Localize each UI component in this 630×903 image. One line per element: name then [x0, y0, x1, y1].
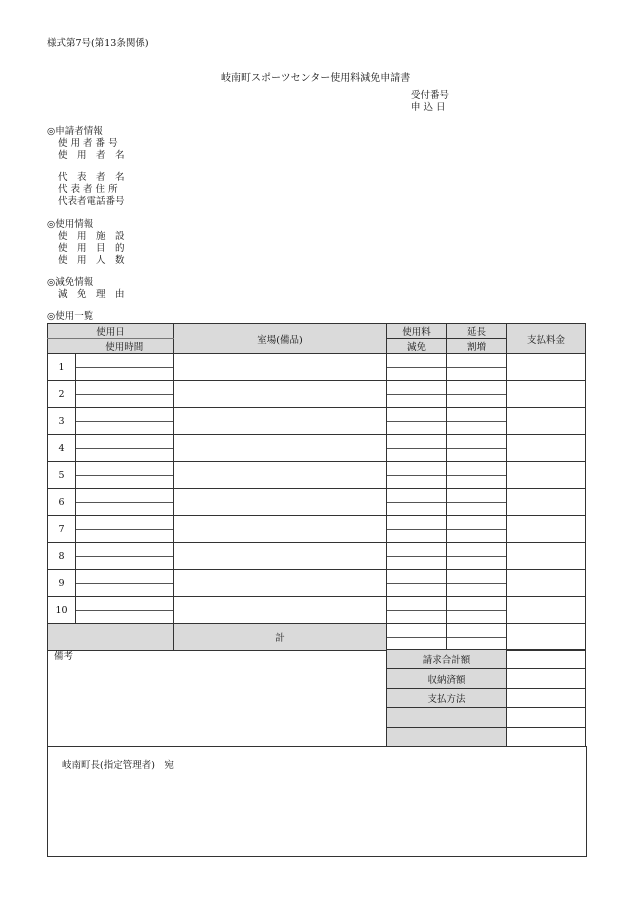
- payment-cell[interactable]: [507, 381, 586, 408]
- extension-cell[interactable]: [447, 489, 507, 516]
- payment-cell[interactable]: [507, 489, 586, 516]
- total-payment-cell[interactable]: [507, 624, 586, 651]
- summary-blank-value[interactable]: [507, 727, 586, 746]
- room-cell[interactable]: [174, 381, 387, 408]
- date-time-cell[interactable]: [76, 408, 174, 435]
- usage-info-heading: ◎使用情報: [47, 219, 94, 230]
- room-cell[interactable]: [174, 543, 387, 570]
- extension-cell[interactable]: [447, 381, 507, 408]
- total-extension-cell[interactable]: [447, 624, 507, 651]
- total-label: 計: [174, 624, 387, 651]
- extension-cell[interactable]: [447, 597, 507, 624]
- date-time-cell[interactable]: [76, 516, 174, 543]
- remarks-box[interactable]: [47, 649, 387, 747]
- table-row: [48, 381, 586, 408]
- table-row: [48, 408, 586, 435]
- representative-phone-label: 代表者電話番号: [58, 196, 125, 207]
- remarks-label: 備考: [54, 651, 74, 662]
- table-row: [48, 570, 586, 597]
- table-row: [48, 516, 586, 543]
- room-cell[interactable]: [174, 462, 387, 489]
- extension-cell[interactable]: [447, 570, 507, 597]
- table-row: [48, 354, 586, 381]
- fee-header: 使用料: [387, 324, 447, 339]
- payment-cell[interactable]: [507, 354, 586, 381]
- use-time-header: 使用時間: [76, 339, 174, 354]
- extension-cell[interactable]: [447, 435, 507, 462]
- room-cell[interactable]: [174, 570, 387, 597]
- payment-cell[interactable]: [507, 408, 586, 435]
- exempt-header: 減免: [387, 339, 447, 354]
- total-fee-cell[interactable]: [387, 624, 447, 651]
- date-time-cell[interactable]: [76, 570, 174, 597]
- exemption-reason-label: 減 免 理 由: [58, 289, 125, 300]
- extension-cell[interactable]: [447, 543, 507, 570]
- total-row: [48, 624, 586, 651]
- fee-cell[interactable]: [387, 381, 447, 408]
- date-time-cell[interactable]: [76, 462, 174, 489]
- row-number: 6: [48, 489, 76, 516]
- application-date-label: 申 込 日: [411, 102, 446, 113]
- payment-cell[interactable]: [507, 597, 586, 624]
- row-number: 9: [48, 570, 76, 597]
- extension-cell[interactable]: [447, 354, 507, 381]
- use-date-header: 使用日: [48, 324, 174, 339]
- extension-cell[interactable]: [447, 516, 507, 543]
- payment-method-value[interactable]: [507, 688, 586, 707]
- summary-table: [386, 649, 586, 747]
- date-time-cell[interactable]: [76, 435, 174, 462]
- summary-blank-value[interactable]: [507, 708, 586, 727]
- table-row: [48, 489, 586, 516]
- fee-cell[interactable]: [387, 408, 447, 435]
- date-time-cell[interactable]: [76, 489, 174, 516]
- exemption-heading: ◎減免情報: [47, 277, 94, 288]
- payment-cell[interactable]: [507, 435, 586, 462]
- row-number: 1: [48, 354, 76, 381]
- header-spacer: [48, 339, 76, 354]
- row-number: 8: [48, 543, 76, 570]
- payment-cell[interactable]: [507, 570, 586, 597]
- table-row: [48, 462, 586, 489]
- date-time-cell[interactable]: [76, 354, 174, 381]
- paid-amount-label: 収納済額: [387, 669, 507, 688]
- room-cell[interactable]: [174, 354, 387, 381]
- fee-cell[interactable]: [387, 462, 447, 489]
- date-time-cell[interactable]: [76, 381, 174, 408]
- extension-cell[interactable]: [447, 408, 507, 435]
- billing-total-label: 請求合計額: [387, 650, 507, 669]
- surcharge-header: 割増: [447, 339, 507, 354]
- total-spacer: [48, 624, 174, 651]
- user-name-label: 使 用 者 名: [58, 150, 125, 161]
- summary-blank-label: [387, 708, 507, 727]
- payment-method-label: 支払方法: [387, 688, 507, 707]
- payment-cell[interactable]: [507, 462, 586, 489]
- page-title: 岐南町スポーツセンター使用料減免申請書: [221, 73, 411, 84]
- fee-cell[interactable]: [387, 570, 447, 597]
- fee-cell[interactable]: [387, 543, 447, 570]
- usage-table: [47, 323, 586, 651]
- row-number: 7: [48, 516, 76, 543]
- row-number: 5: [48, 462, 76, 489]
- fee-cell[interactable]: [387, 489, 447, 516]
- row-number: 3: [48, 408, 76, 435]
- receipt-number-label: 受付番号: [411, 90, 450, 101]
- applicant-heading: ◎申請者情報: [47, 126, 103, 137]
- payment-header: 支払料金: [507, 324, 586, 354]
- payment-cell[interactable]: [507, 516, 586, 543]
- room-cell[interactable]: [174, 435, 387, 462]
- table-row: [48, 597, 586, 624]
- facility-label: 使 用 施 設: [58, 231, 125, 242]
- row-number: 10: [48, 597, 76, 624]
- addressee-box: [47, 746, 587, 857]
- fee-cell[interactable]: [387, 516, 447, 543]
- fee-cell[interactable]: [387, 597, 447, 624]
- billing-total-value[interactable]: [507, 650, 586, 669]
- fee-cell[interactable]: [387, 354, 447, 381]
- paid-amount-value[interactable]: [507, 669, 586, 688]
- purpose-label: 使 用 目 的: [58, 243, 125, 254]
- room-cell[interactable]: [174, 408, 387, 435]
- room-header: 室場(備品): [174, 324, 387, 354]
- headcount-label: 使 用 人 数: [58, 255, 125, 266]
- row-number: 4: [48, 435, 76, 462]
- date-time-cell[interactable]: [76, 597, 174, 624]
- fee-cell[interactable]: [387, 435, 447, 462]
- payment-cell[interactable]: [507, 543, 586, 570]
- usage-list-heading: ◎使用一覧: [47, 311, 94, 322]
- form-number: 様式第7号(第13条関係): [47, 38, 149, 49]
- room-cell[interactable]: [174, 516, 387, 543]
- room-cell[interactable]: [174, 489, 387, 516]
- user-number-label: 使 用 者 番 号: [58, 138, 118, 149]
- extension-header: 延長: [447, 324, 507, 339]
- date-time-cell[interactable]: [76, 543, 174, 570]
- extension-cell[interactable]: [447, 462, 507, 489]
- room-cell[interactable]: [174, 597, 387, 624]
- table-row: [48, 543, 586, 570]
- representative-name-label: 代 表 者 名: [58, 172, 125, 183]
- representative-address-label: 代 表 者 住 所: [58, 184, 118, 195]
- table-row: [48, 435, 586, 462]
- addressee: 岐南町長(指定管理者) 宛: [62, 760, 174, 771]
- row-number: 2: [48, 381, 76, 408]
- summary-blank-label: [387, 727, 507, 746]
